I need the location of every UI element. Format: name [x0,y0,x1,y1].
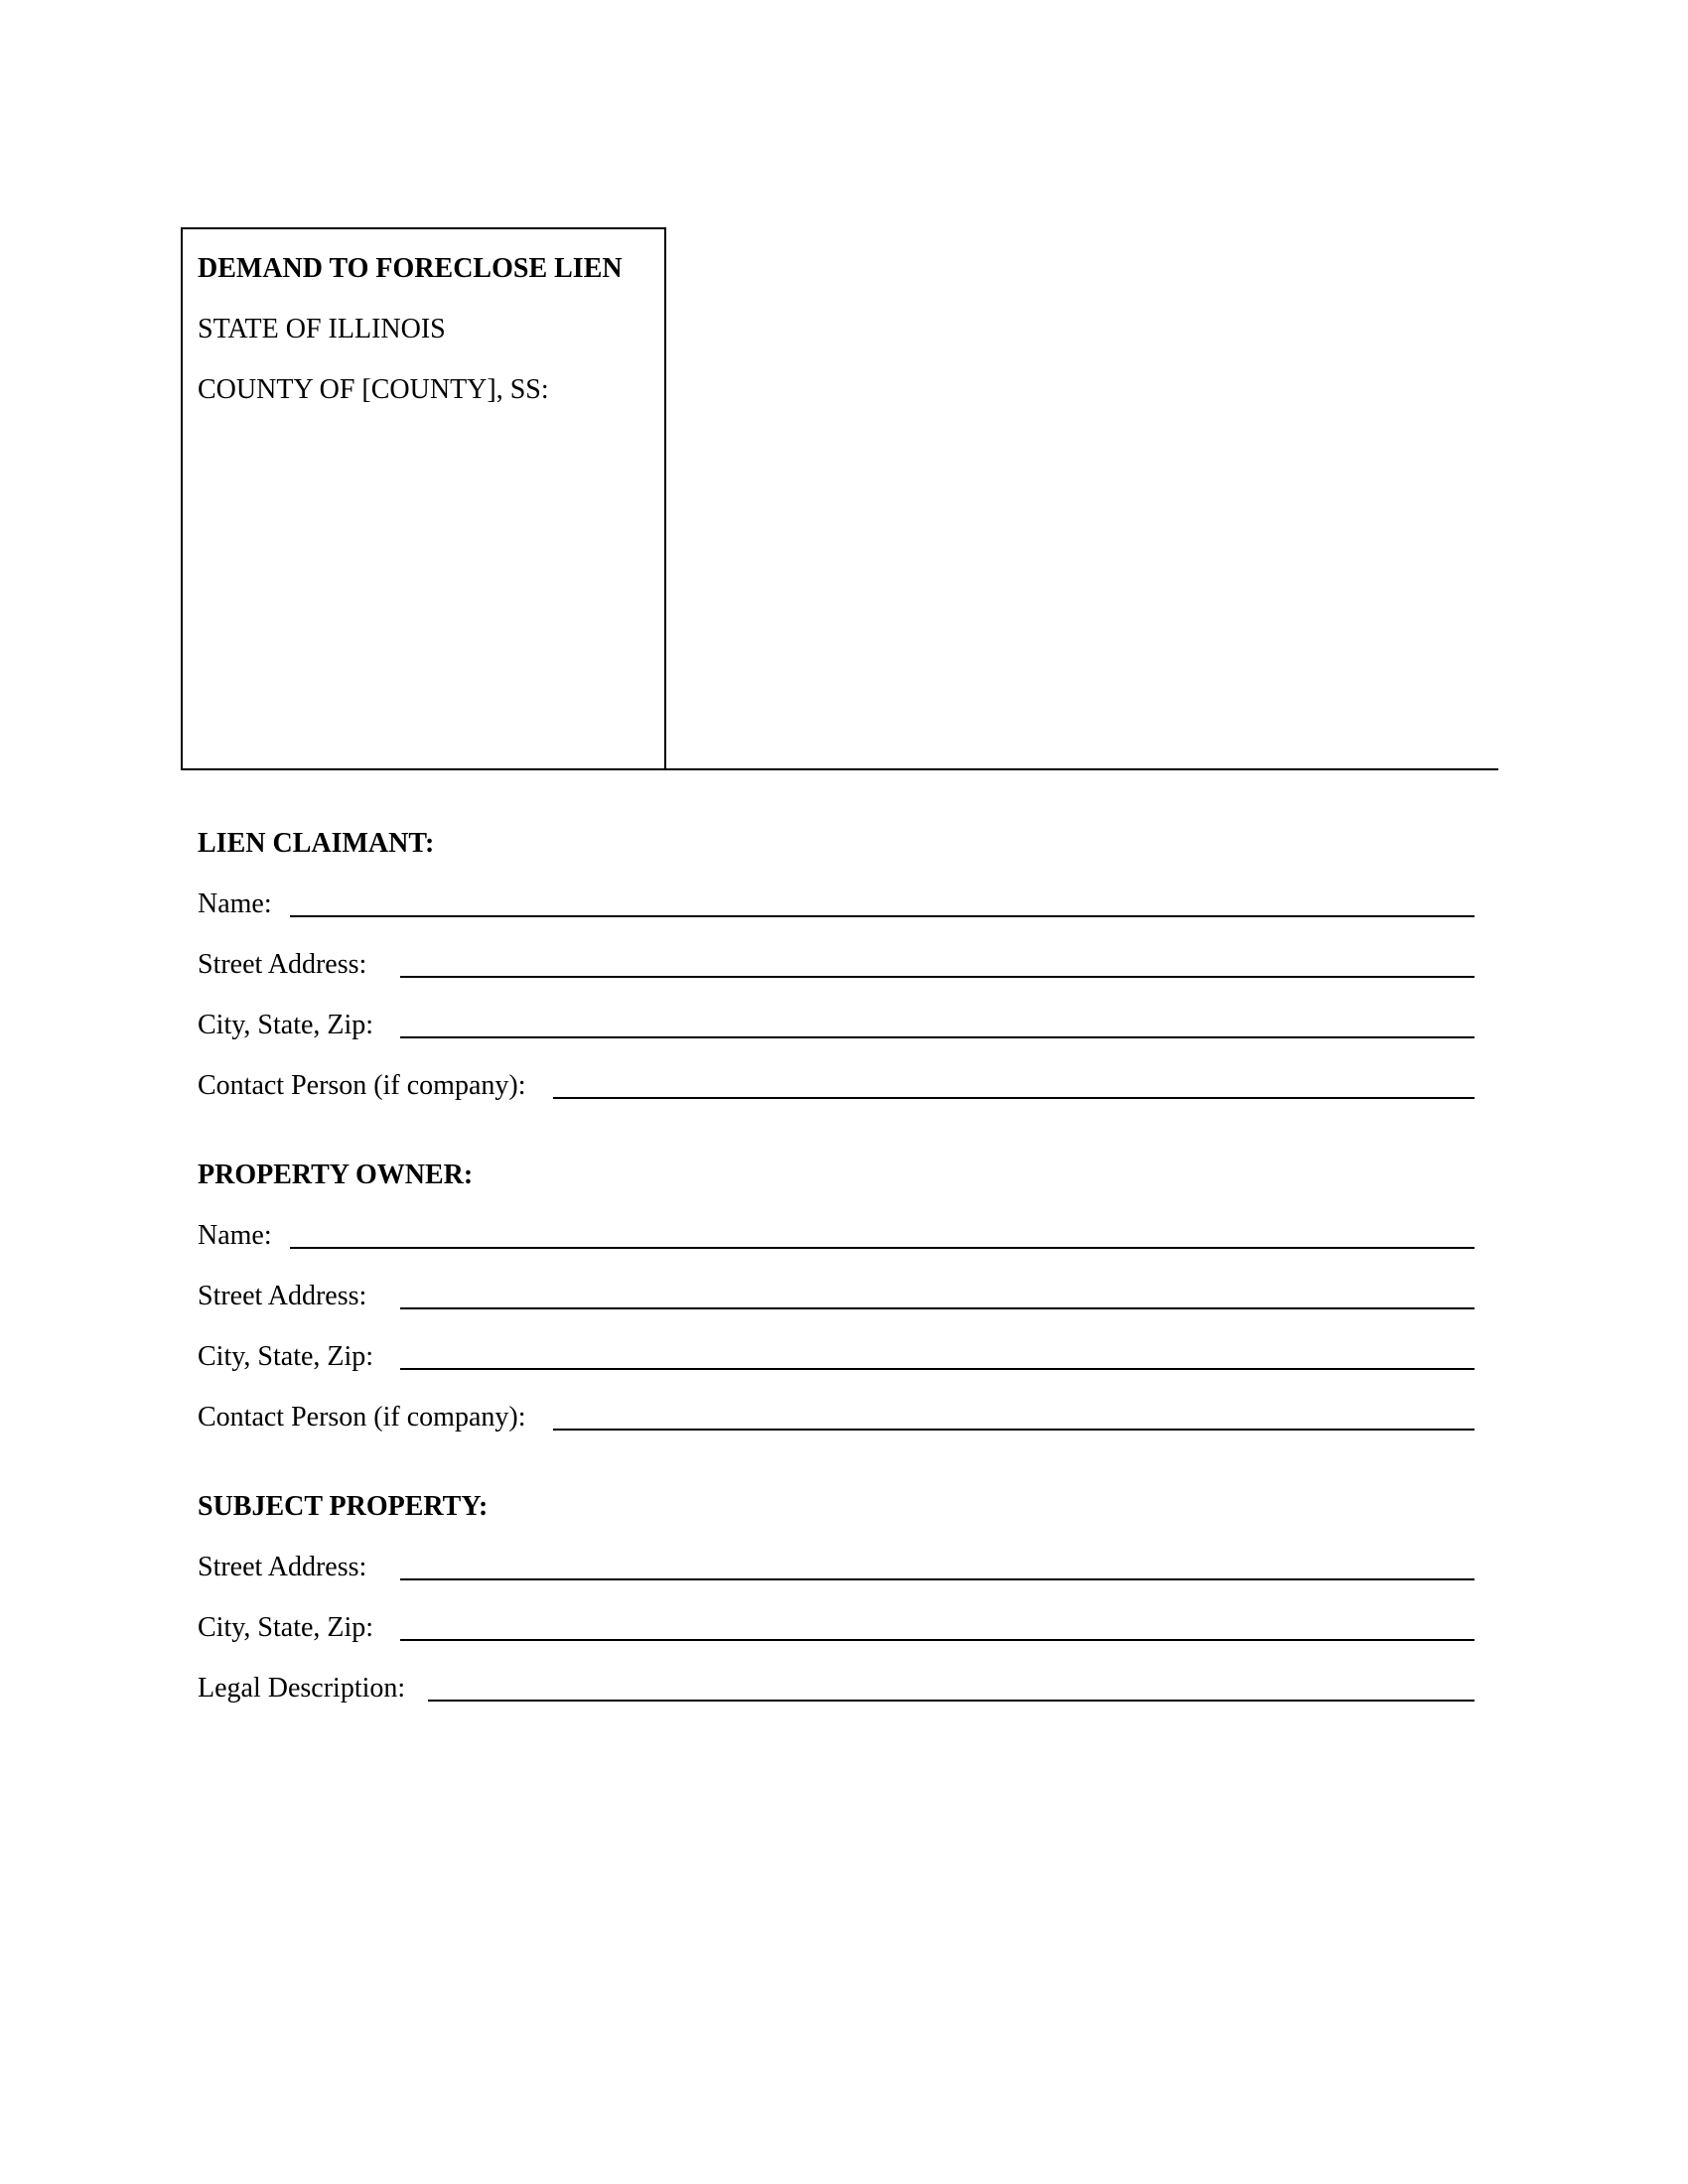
state-line: STATE OF ILLINOIS [198,314,446,344]
lien-claimant-heading: LIEN CLAIMANT: [198,828,435,859]
lien-claimant-street-field[interactable] [400,976,1475,978]
lien-claimant-name-field[interactable] [290,915,1475,917]
lien-claimant-contact-label: Contact Person (if company): [198,1070,526,1101]
property-owner-contact-label: Contact Person (if company): [198,1402,526,1433]
property-owner-name-label: Name: [198,1220,272,1251]
caption-rule [664,768,1498,770]
subject-property-legal-field[interactable] [428,1700,1475,1702]
lien-claimant-city-field[interactable] [400,1036,1475,1038]
lien-claimant-street-label: Street Address: [198,949,367,980]
property-owner-name-field[interactable] [290,1247,1475,1249]
subject-property-legal-label: Legal Description: [198,1673,406,1704]
subject-property-heading: SUBJECT PROPERTY: [198,1491,489,1522]
lien-claimant-name-label: Name: [198,888,272,919]
subject-property-city-field[interactable] [400,1639,1475,1641]
property-owner-city-label: City, State, Zip: [198,1341,374,1372]
property-owner-city-field[interactable] [400,1368,1475,1370]
property-owner-heading: PROPERTY OWNER: [198,1160,474,1190]
subject-property-street-field[interactable] [400,1578,1475,1580]
subject-property-street-label: Street Address: [198,1552,367,1582]
lien-claimant-city-label: City, State, Zip: [198,1010,374,1040]
subject-property-city-label: City, State, Zip: [198,1612,374,1643]
property-owner-contact-field[interactable] [553,1429,1475,1431]
property-owner-street-label: Street Address: [198,1281,367,1311]
property-owner-street-field[interactable] [400,1307,1475,1309]
document-title: DEMAND TO FORECLOSE LIEN [198,253,623,284]
caption-box [181,227,666,770]
lien-claimant-contact-field[interactable] [553,1097,1475,1099]
county-line: COUNTY OF [COUNTY], SS: [198,374,549,405]
